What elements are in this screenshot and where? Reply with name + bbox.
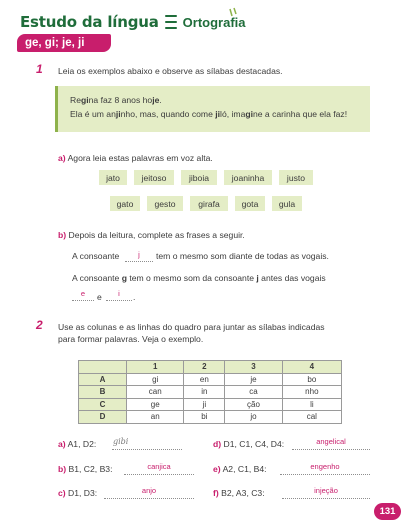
word-chip: girafa — [190, 196, 228, 211]
question-1-instruction: Leia os exemplos abaixo e observe as sílabas destacadas. — [58, 66, 283, 76]
highlighted-syllable: gi — [81, 95, 89, 105]
table-cell: en — [184, 373, 225, 386]
answer-blank[interactable] — [282, 498, 370, 499]
table-cell: ção — [225, 398, 282, 411]
consonant-g: g — [121, 273, 127, 283]
table-cell: jo — [225, 411, 282, 424]
example-text: ló, ima — [220, 109, 246, 119]
question-2-instruction-2: para formar palavras. Veja o exemplo. — [58, 334, 204, 344]
item-text: B1, C2, B3: — [68, 464, 113, 474]
row-header: A — [79, 373, 127, 386]
answer-item-e — [213, 464, 267, 474]
item-text: D1, D3: — [68, 488, 98, 498]
column-header: 1 — [127, 361, 184, 374]
table-row — [79, 386, 342, 399]
table-cell: bo — [282, 373, 341, 386]
table-cell: je — [225, 373, 282, 386]
word-chip: justo — [279, 170, 313, 185]
question-1a — [58, 153, 213, 163]
highlighted-syllable: ji — [115, 109, 121, 119]
word-chip: gesto — [147, 196, 183, 211]
topic-tag: ge, gi; je, ji — [17, 34, 111, 52]
example-text: Re — [70, 95, 81, 105]
table-cell: ji — [184, 398, 225, 411]
page-number: 131 — [374, 503, 401, 520]
item-letter: a) — [58, 439, 66, 449]
syllable-table — [78, 360, 342, 424]
sparkle-icon — [228, 7, 238, 19]
sentence-1-start: A consoante — [72, 251, 120, 261]
item-letter: b) — [58, 230, 67, 240]
answer-text: injeção — [314, 486, 338, 495]
example-text: ne a carinha que ela faz! — [252, 109, 348, 119]
table-corner — [79, 361, 127, 374]
item-text: Depois da leitura, complete as frases a seguir. — [68, 230, 245, 240]
column-header: 2 — [184, 361, 225, 374]
item-text: A2, C1, B4: — [222, 464, 267, 474]
word-chip: jeitoso — [134, 170, 174, 185]
table-header-row — [79, 361, 342, 374]
answer-blank[interactable] — [104, 498, 194, 499]
separator-icon — [165, 15, 177, 29]
item-text: D1, C1, C4, D4: — [223, 439, 285, 449]
word-chip: gato — [110, 196, 140, 211]
answer-blank[interactable] — [280, 474, 370, 475]
answer-text: angelical — [316, 437, 346, 446]
highlighted-syllable: je — [152, 95, 160, 105]
sentence-2-text: A consoante — [72, 273, 122, 283]
question-2-instruction-1: Use as colunas e as linhas do quadro para juntar as sílabas indicadas — [58, 322, 325, 332]
sentence-2-text: antes das vogais — [258, 273, 326, 283]
answer-blank[interactable] — [292, 449, 370, 450]
column-header: 3 — [225, 361, 282, 374]
table-cell: cal — [282, 411, 341, 424]
example-text: na faz 8 anos ho — [88, 95, 153, 105]
table-cell: bi — [184, 411, 225, 424]
item-letter: d) — [213, 439, 222, 449]
sentence-1-end: tem o mesmo som diante de todas as vogais. — [156, 251, 329, 261]
answer-blank[interactable] — [125, 261, 153, 262]
word-chip: jato — [99, 170, 127, 185]
table-cell: an — [127, 411, 184, 424]
item-letter: f) — [213, 488, 219, 498]
answer-text: e — [80, 289, 86, 298]
highlighted-syllable: ji — [215, 109, 221, 119]
word-chip: jiboia — [181, 170, 217, 185]
example-line-1 — [70, 95, 162, 105]
row-header: C — [79, 398, 127, 411]
table-row — [79, 411, 342, 424]
answer-text: i — [118, 289, 120, 298]
item-letter: c) — [58, 488, 66, 498]
answer-text: anjo — [141, 486, 157, 495]
answer-blank[interactable] — [106, 300, 132, 301]
example-line-2 — [70, 108, 365, 120]
question-1-number: 1 — [36, 62, 43, 76]
column-header: 4 — [282, 361, 341, 374]
word-chip: joaninha — [224, 170, 272, 185]
item-letter: a) — [58, 153, 66, 163]
answer-blank[interactable] — [112, 449, 182, 450]
answer-item-d — [213, 439, 284, 449]
item-text: A1, D2: — [67, 439, 97, 449]
answer-blank[interactable] — [124, 474, 194, 475]
answer-item-b — [58, 464, 112, 474]
question-2-number: 2 — [36, 318, 43, 332]
table-cell: li — [282, 398, 341, 411]
item-letter: b) — [58, 464, 67, 474]
answer-item-a — [58, 439, 96, 449]
example-bar — [55, 86, 58, 132]
highlighted-syllable: gi — [245, 109, 253, 119]
answer-blank[interactable] — [72, 300, 94, 301]
question-1b — [58, 230, 245, 240]
period-text: . — [133, 292, 136, 302]
table-cell: ge — [127, 398, 184, 411]
example-box — [55, 86, 370, 132]
table-cell: ca — [225, 386, 282, 399]
row-header: B — [79, 386, 127, 399]
table-row — [79, 373, 342, 386]
section-header — [20, 10, 246, 34]
sentence-2-text: tem o mesmo som da consoante — [126, 273, 257, 283]
table-row — [79, 398, 342, 411]
table-cell: nho — [282, 386, 341, 399]
item-text: B2, A3, C3: — [221, 488, 265, 498]
answer-item-f — [213, 488, 265, 498]
example-text: . — [159, 95, 162, 105]
sentence-2 — [72, 273, 326, 283]
consonant-j: j — [256, 273, 259, 283]
conjunction-text: e — [97, 292, 102, 302]
section-title: Estudo da língua — [20, 13, 159, 31]
example-text: Ela é um an — [70, 109, 116, 119]
item-text: Agora leia estas palavras em voz alta. — [67, 153, 213, 163]
answer-text: j — [138, 250, 140, 259]
table-cell: can — [127, 386, 184, 399]
table-cell: in — [184, 386, 225, 399]
row-header: D — [79, 411, 127, 424]
section-subtitle: Ortografia — [182, 14, 246, 30]
word-chip: gota — [235, 196, 265, 211]
answer-text: canjica — [147, 462, 171, 471]
example-text: nho, mas, quando come — [120, 109, 216, 119]
answer-item-c — [58, 488, 97, 498]
word-chip: gula — [272, 196, 302, 211]
handwritten-example: gibi — [113, 437, 129, 446]
item-letter: e) — [213, 464, 221, 474]
table-cell: gi — [127, 373, 184, 386]
answer-text: engenho — [310, 462, 340, 471]
